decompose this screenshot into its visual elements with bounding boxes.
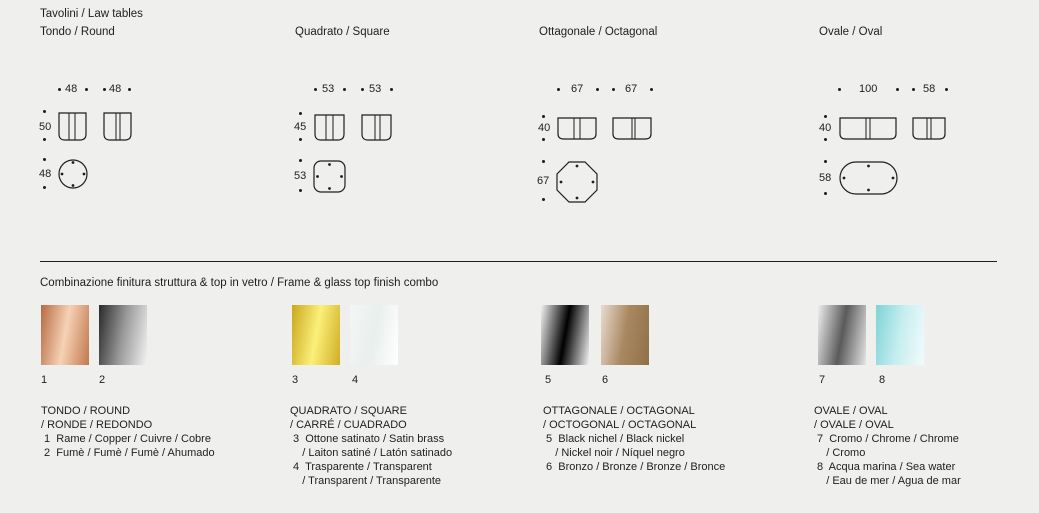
square-side-view-1	[314, 114, 346, 142]
finish-line: 6 Bronzo / Bronze / Bronze / Bronce	[543, 461, 726, 473]
finish-group-round	[41, 404, 215, 460]
swatch-5-label: 5	[545, 374, 552, 386]
finish-line: 8 Acqua marina / Sea water	[814, 461, 956, 473]
finish-line: / CARRÉ / CUADRADO	[290, 419, 407, 431]
swatch-7	[818, 305, 866, 365]
swatch-2	[99, 305, 147, 365]
oval-width-1: 100	[859, 83, 878, 95]
octagonal-width-1: 67	[571, 83, 584, 95]
page-title: Tavolini / Law tables	[40, 8, 143, 20]
finish-line: / Cromo	[814, 447, 866, 459]
table-name-oval: Ovale / Oval	[819, 26, 883, 38]
finish-line: 1 Rame / Copper / Cuivre / Cobre	[41, 433, 211, 445]
square-side-view-2	[361, 114, 393, 142]
oval-top-view	[839, 161, 899, 195]
section-divider	[40, 261, 997, 262]
finish-line: / Transparent / Transparente	[290, 475, 442, 487]
oval-side-view-2	[912, 117, 948, 142]
round-side-view-2	[103, 112, 133, 142]
swatch-3-label: 3	[292, 374, 299, 386]
oval-width-2: 58	[923, 83, 936, 95]
round-side-view-1	[58, 112, 88, 142]
swatch-6	[601, 305, 649, 365]
finish-line: OTTAGONALE / OCTAGONAL	[543, 405, 695, 417]
octagonal-shape-size: 67	[537, 175, 550, 187]
finish-line: / Nickel noir / Níquel negro	[543, 447, 685, 459]
table-name-round: Tondo / Round	[40, 26, 115, 38]
swatch-1-label: 1	[41, 374, 48, 386]
swatch-8-label: 8	[879, 374, 886, 386]
oval-side-height: 40	[819, 122, 832, 134]
finish-line: 3 Ottone satinato / Satin brass	[290, 433, 445, 445]
finish-group-square	[290, 404, 452, 488]
finish-line: / OVALE / OVAL	[814, 419, 894, 431]
finish-line: / Laiton satiné / Latón satinado	[290, 447, 453, 459]
round-width-1: 48	[65, 83, 78, 95]
finish-title: Combinazione finitura struttura & top in vetro / Frame & glass top finish combo	[40, 277, 439, 289]
finish-line: 7 Cromo / Chrome / Chrome	[814, 433, 959, 445]
square-top-view	[313, 160, 347, 194]
finish-line: OVALE / OVAL	[814, 405, 888, 417]
table-name-octagonal: Ottagonale / Octagonal	[539, 26, 658, 38]
finish-line: / OCTOGONAL / OCTAGONAL	[543, 419, 697, 431]
square-side-height: 45	[294, 121, 307, 133]
square-width-2: 53	[369, 83, 382, 95]
octagonal-top-view	[556, 161, 600, 203]
swatch-1	[41, 305, 89, 365]
square-shape-size: 53	[294, 170, 307, 182]
finish-line: / Eau de mer / Agua de mar	[814, 475, 961, 487]
octagonal-side-view-2	[612, 117, 654, 142]
finish-line: 4 Trasparente / Transparent	[290, 461, 432, 473]
round-shape-size: 48	[39, 168, 52, 180]
finish-line: 2 Fumè / Fumè / Fumè / Ahumado	[41, 447, 215, 459]
finish-line: QUADRATO / SQUARE	[290, 405, 407, 417]
finish-group-oval	[814, 404, 961, 488]
round-top-view	[58, 159, 90, 191]
oval-side-view-1	[839, 117, 899, 142]
round-side-height: 50	[39, 121, 52, 133]
finish-line: 5 Black nichel / Black nickel	[543, 433, 685, 445]
round-width-2: 48	[109, 83, 122, 95]
swatch-3	[292, 305, 340, 365]
swatch-2-label: 2	[99, 374, 106, 386]
square-width-1: 53	[322, 83, 335, 95]
swatch-7-label: 7	[819, 374, 826, 386]
octagonal-side-view-1	[557, 117, 599, 142]
finish-line: / RONDE / REDONDO	[41, 419, 153, 431]
swatch-5	[541, 305, 589, 365]
swatch-4	[350, 305, 398, 365]
oval-shape-size: 58	[819, 172, 832, 184]
octagonal-width-2: 67	[625, 83, 638, 95]
finish-group-octagonal	[543, 404, 725, 474]
swatch-4-label: 4	[352, 374, 359, 386]
swatch-8	[876, 305, 924, 365]
octagonal-side-height: 40	[538, 122, 551, 134]
swatch-6-label: 6	[602, 374, 609, 386]
finish-line: TONDO / ROUND	[41, 405, 131, 417]
table-name-square: Quadrato / Square	[295, 26, 390, 38]
